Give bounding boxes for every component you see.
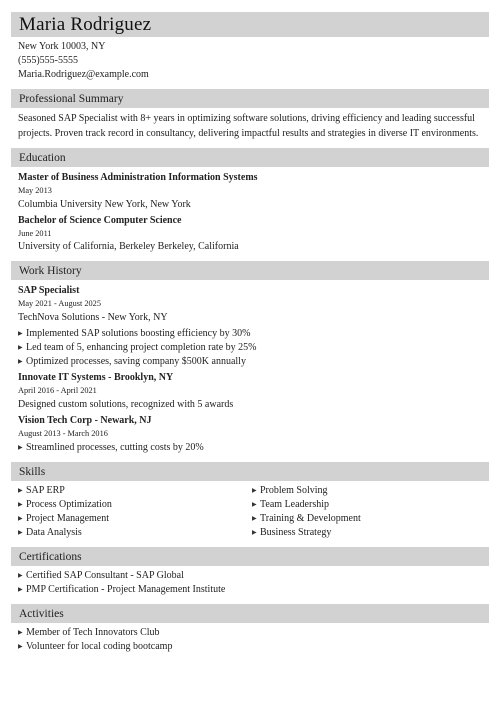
bullet-icon: ▶ [252,530,257,536]
list-item [18,498,252,512]
job-bullets [18,327,489,369]
skill-text: Project Management [26,513,110,524]
list-item [18,569,489,583]
job-bullet-text: Implemented SAP solutions boosting efficiency by 30% [26,328,251,339]
list-item [18,327,489,341]
bullet-icon: ▶ [18,502,23,508]
list-item [18,484,252,498]
list-item [252,512,486,526]
candidate-name: Maria Rodriguez [19,13,152,35]
contact-block [11,40,489,82]
bullet-icon: ▶ [18,644,23,650]
bullet-icon: ▶ [18,516,23,522]
certifications-section [11,566,489,597]
skill-text: Data Analysis [26,527,82,538]
summary-text: Seasoned SAP Specialist with 8+ years in optimizing software solutions, driving efficiency and leading successful projects. Proven track record in consultancy, delivering impactful results and strategies in diverse IT environments. [18,113,479,139]
job-title: Vision Tech Corp - Newark, NJ [18,415,152,426]
list-item [18,341,489,355]
activity-text: Volunteer for local coding bootcamp [26,641,173,652]
section-header-education: Education [11,148,489,167]
section-header-work: Work History [11,261,489,280]
list-item [18,640,489,654]
job-title: SAP Specialist [18,285,80,296]
bullet-icon: ▶ [18,331,23,337]
skill-text: SAP ERP [26,485,65,496]
certifications-list [18,569,489,597]
bullet-icon: ▶ [18,587,23,593]
education-date: May 2013 [18,186,52,195]
job-bullet-text: Led team of 5, enhancing project completion rate by 25% [26,342,257,353]
contact-phone: (555)555-5555 [18,55,78,66]
skills-section [11,481,489,540]
job-date: April 2016 - April 2021 [18,386,97,395]
summary-section [11,108,489,141]
list-item [252,498,486,512]
list-item [18,626,489,640]
activity-text: Member of Tech Innovators Club [26,627,160,638]
job-date: May 2021 - August 2025 [18,299,101,308]
job-company: TechNova Solutions - New York, NY [18,312,168,323]
education-section [11,167,489,254]
list-item [18,355,489,369]
job-bullet-text: Optimized processes, saving company $500K annually [26,356,246,367]
activities-list [18,626,489,654]
section-header-summary: Professional Summary [11,89,489,108]
skill-text: Business Strategy [260,527,332,538]
education-school: University of California, Berkeley Berkeley, California [18,241,239,252]
skill-text: Training & Development [260,513,361,524]
education-degree: Master of Business Administration Information Systems [18,172,258,183]
contact-email[interactable]: Maria.Rodriguez@example.com [18,69,149,80]
education-degree: Bachelor of Science Computer Science [18,215,182,226]
section-header-activities: Activities [11,604,489,623]
bullet-icon: ▶ [18,630,23,636]
job-bullet-text: Streamlined processes, cutting costs by 20% [26,442,204,453]
skill-text: Team Leadership [260,499,329,510]
job-bullets [18,441,489,455]
certification-text: Certified SAP Consultant - SAP Global [26,570,184,581]
job-description: Designed custom solutions, recognized with 5 awards [18,399,234,410]
job-date: August 2013 - March 2016 [18,429,108,438]
bullet-icon: ▶ [18,359,23,365]
bullet-icon: ▶ [252,502,257,508]
skills-left-column [18,484,252,540]
bullet-icon: ▶ [18,345,23,351]
certification-text: PMP Certification - Project Management Institute [26,584,226,595]
section-header-skills: Skills [11,462,489,481]
education-school: Columbia University New York, New York [18,199,191,210]
section-header-certifications: Certifications [11,547,489,566]
name-header-bar [11,12,489,37]
education-date: June 2011 [18,229,52,238]
bullet-icon: ▶ [18,488,23,494]
bullet-icon: ▶ [18,445,23,451]
skills-right-column [252,484,486,540]
list-item [18,512,252,526]
list-item [18,441,489,455]
list-item [18,583,489,597]
job-title: Innovate IT Systems - Brooklyn, NY [18,372,174,383]
skill-text: Process Optimization [26,499,112,510]
work-section [11,280,489,455]
bullet-icon: ▶ [252,488,257,494]
contact-address: New York 10003, NY [18,41,106,52]
bullet-icon: ▶ [18,530,23,536]
skill-text: Problem Solving [260,485,328,496]
list-item [18,526,252,540]
bullet-icon: ▶ [252,516,257,522]
activities-section [11,623,489,654]
list-item [252,484,486,498]
bullet-icon: ▶ [18,573,23,579]
list-item [252,526,486,540]
